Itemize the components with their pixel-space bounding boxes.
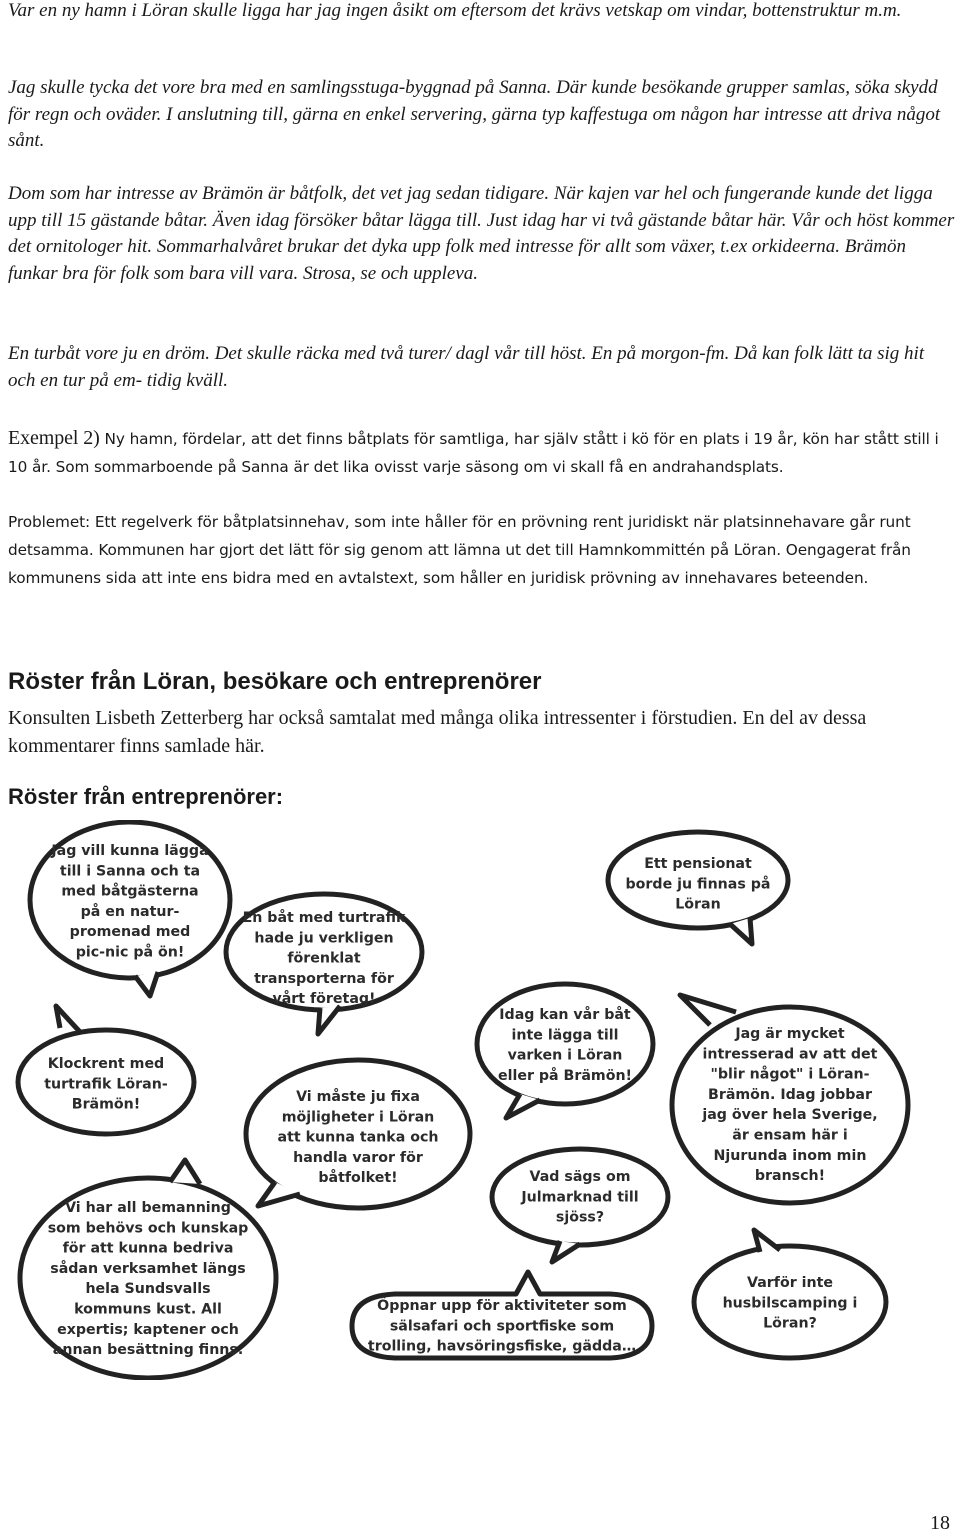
bubble-line: pic-nic på ön! [75,944,185,961]
bubble-line: att kunna tanka och [277,1129,439,1146]
bubble-quote [368,1296,636,1355]
bubble-line: sådan verksamhet längs [50,1260,246,1277]
bubble-line: jag över hela Sverige, [702,1107,878,1124]
paragraph-tour-boat-dream: En turbåt vore ju en dröm. Det skulle räcka med två turer/ dagl vår till höst. En på morgon-fm. Då kan folk lätt ta sig hit och en tur på em- tidig kväll. [8,343,925,391]
bubble-line: hade ju verkligen [254,930,394,947]
bubble-line: Vi har all bemanning [65,1200,231,1216]
bubble-line: trolling, havsöringsfiske, gädda… [367,1338,637,1355]
paragraph-gathering-building: Jag skulle tycka det vore bra med en samlingsstuga-byggnad på Sanna. Där kunde besökande grupper samlas, söka skydd för regn och oväder. I anslutning till, gärna en enkel servering, gärna typ kaffestuga om någon har intresse att driva något sånt. [8,77,941,151]
bubble-line: Vad sägs om [529,1169,631,1185]
example-lead: Exempel 2) [8,427,100,449]
paragraph-example-2 [8,424,958,481]
bubble-line: bransch! [754,1168,826,1185]
section-heading: Röster från Löran, besökare och entreprenörer [8,668,542,695]
bubble-line: vårt företag! [272,991,376,1008]
bubble-line: Jag är mycket [735,1026,845,1042]
bubble-line: Löran [675,896,721,913]
example-body: Ny hamn, fördelar, att det finns båtplats för samtliga, har själv stått i kö för en plats i 19 år, kön har stått still i 10 år. Som sommarboende på Sanna är det lika ovisst varje säsong om vi skall få en andrahandsplats. [8,430,939,476]
bubble-line: transporterna för [254,970,394,987]
bubble-line: eller på Brämön! [497,1067,633,1084]
paragraph-problem: Problemet: Ett regelverk för båtplatsinnehav, som inte håller för en prövning rent juridiskt när platsinnehavare går runt detsamma. Kommunen har gjort det lätt för sig genom att lämna ut det till Hamnkommittén på Löran. Oengagerat från kommunens sida att inte ens bidra med en avtalstext, som håller en juridisk prövning av innehavares beteenden. [8,513,911,587]
bubble-line: handla varor för [293,1149,423,1166]
bubble-line: husbilscamping i [722,1295,858,1312]
bubble-line: annan besättning finns. [52,1342,244,1359]
bubble-line: båtfolket! [318,1170,398,1187]
section-subheading: Röster från entreprenörer: [8,784,284,809]
bubble-line: Öppnar upp för aktiviteter som [377,1298,627,1314]
bubble-line: Löran? [763,1315,817,1332]
bubble-line: kommuns kust. All [74,1301,222,1318]
bubble-line: intresserad av att det [702,1046,878,1063]
speech-bubbles-illustration [0,820,960,1380]
bubble-line: sjöss? [555,1209,605,1226]
bubble-line: för att kunna bedriva [62,1240,234,1257]
bubble-line: på en natur- [80,903,180,920]
bubble-line: Brämön. Idag jobbar [708,1086,872,1103]
bubble-line: Julmarknad till [521,1189,639,1206]
speech-bubble [492,1149,668,1262]
speech-bubble [694,1230,886,1358]
bubble-line: till i Sanna och ta [59,863,201,880]
bubble-line: varken i Löran [507,1047,623,1064]
bubble-line: Njurunda inom min [713,1147,867,1164]
bubble-line: som behövs och kunskap [47,1220,249,1237]
page-number: 18 [930,1512,950,1534]
section-intro: Konsulten Lisbeth Zetterberg har också samtalat med många olika intressenter i förstudien. En del av dessa kommentarer finns samlade här. [8,707,867,757]
bubble-line: med båtgästerna [61,883,199,900]
bubble-line: Klockrent med [47,1056,165,1072]
paragraph-boat-people: Dom som har intresse av Brämön är båtfolk, det vet jag sedan tidigare. När kajen var hel och fungerande kunde det ligga upp till 15 gästande båtar. Även idag försöker båtar lägga till. Just idag har vi två gästande båtar här. Vår och höst kommer det ornitologer hit. Sommarhalvåret brukar det dyka upp folk med intresse för allt som växer, t.ex orkideerna. Brämön funkar bra för folk som bara vill vara. Strosa, se och uppleva. [8,183,955,284]
bubble-line: Jag vill kunna lägga [51,843,209,859]
bubble-line: sälsafari och sportfiske som [389,1318,615,1335]
bubble-line: Ett pensionat [644,856,752,872]
bubble-line: "blir något" i Löran- [710,1066,870,1083]
bubble-line: Vi måste ju fixa [296,1089,420,1105]
bubble-line: promenad med [69,924,191,941]
bubble-line: Idag kan vår båt [499,1007,631,1023]
bubble-line: inte lägga till [511,1027,619,1044]
bubble-line: expertis; kaptener och [57,1321,239,1338]
bubble-line: Varför inte [747,1275,833,1291]
bubble-line: Brämön! [71,1096,141,1113]
bubble-line: turtrafik Löran- [44,1076,168,1093]
bubble-line: En båt med turtrafik [242,910,406,926]
paragraph-harbour-opinion: Var en ny hamn i Löran skulle ligga har jag ingen åsikt om eftersom det krävs vetskap om vindar, bottenstruktur m.m. [8,0,902,21]
bubble-line: möjligheter i Löran [281,1109,435,1126]
bubble-line: borde ju finnas på [625,876,771,893]
bubble-line: är ensam här i [732,1127,848,1144]
bubble-line: hela Sundsvalls [85,1281,211,1298]
bubble-line: förenklat [287,950,361,967]
